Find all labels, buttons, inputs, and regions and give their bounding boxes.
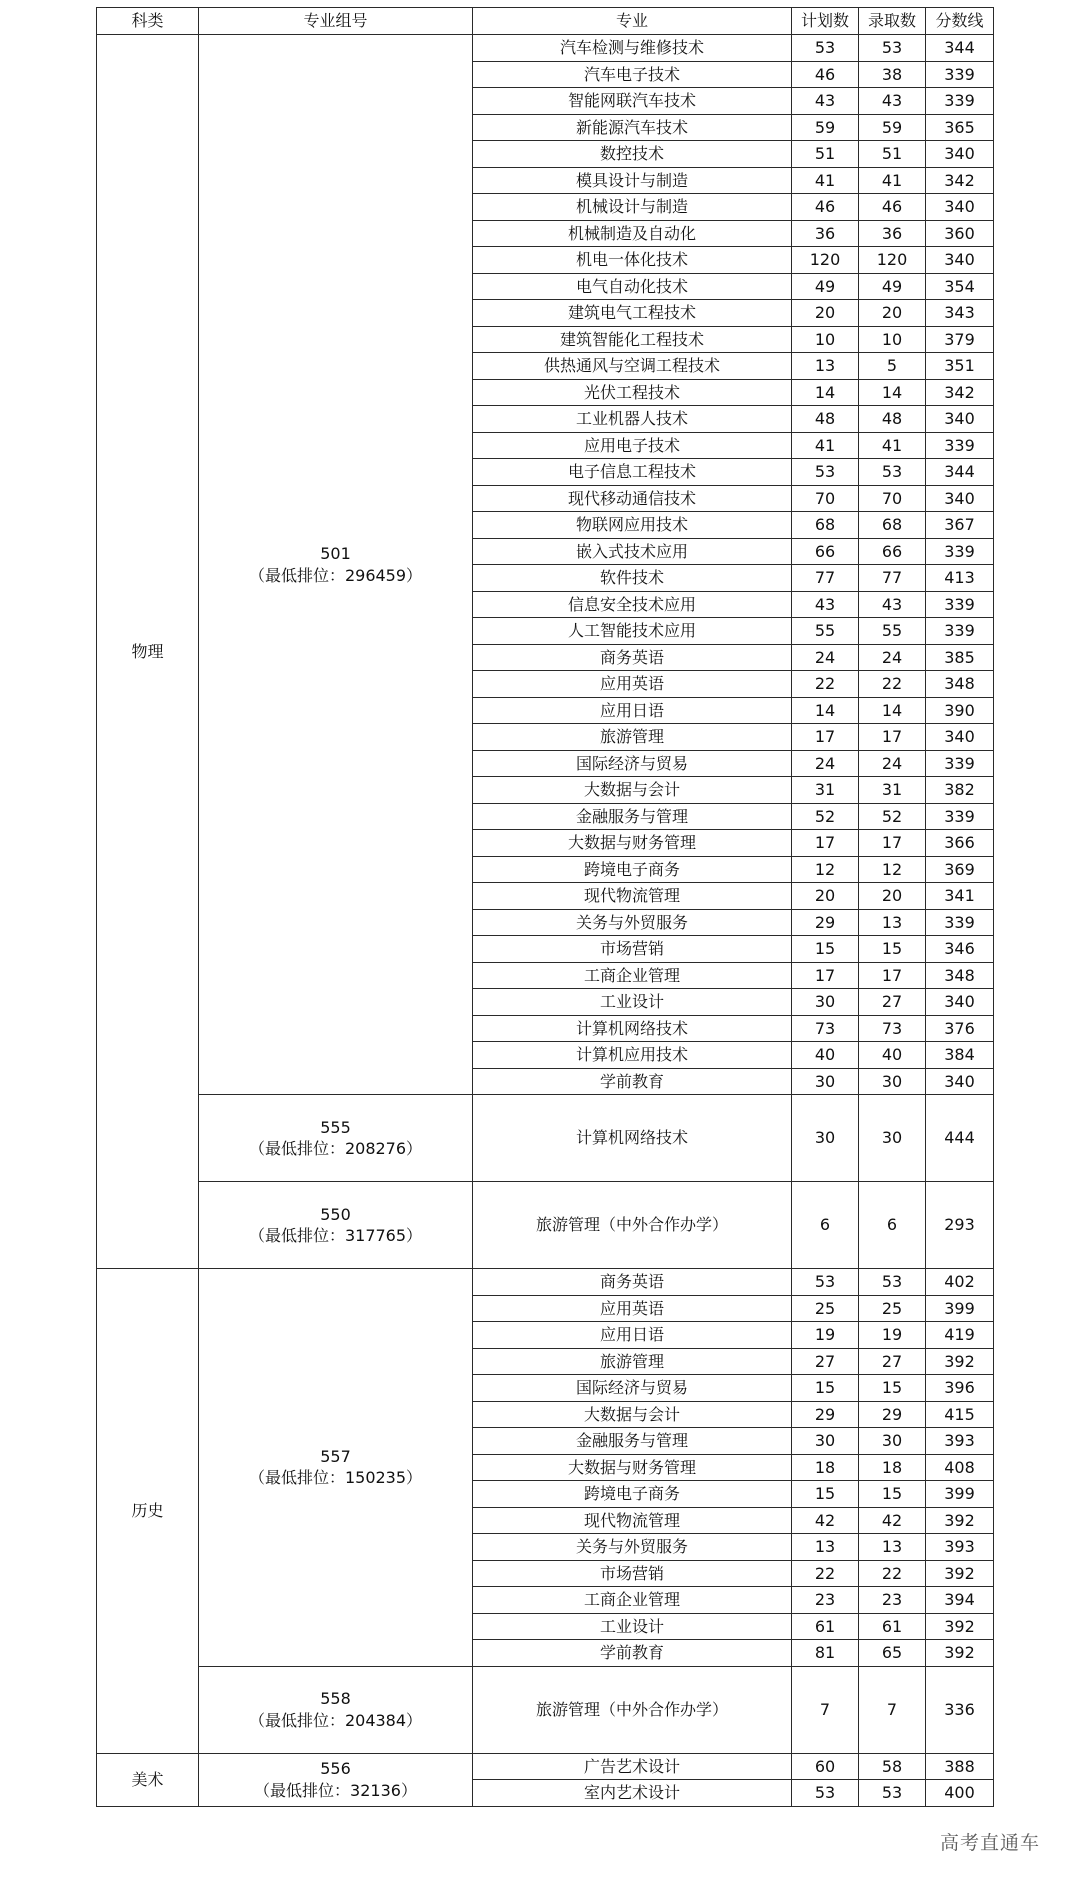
major-name-cell: 工商企业管理	[473, 1587, 792, 1614]
admit-count-cell: 6	[859, 1182, 926, 1269]
admit-count-cell: 17	[859, 724, 926, 751]
score-cell: 385	[926, 644, 994, 671]
score-cell: 392	[926, 1507, 994, 1534]
group-code: 558	[320, 1689, 351, 1709]
plan-count-cell: 7	[792, 1666, 859, 1753]
score-cell: 339	[926, 88, 994, 115]
score-cell: 444	[926, 1095, 994, 1182]
group-code: 557	[320, 1447, 351, 1467]
group-min-rank: （最低排位：296459）	[248, 565, 423, 585]
score-cell: 415	[926, 1401, 994, 1428]
admit-count-cell: 22	[859, 671, 926, 698]
major-name-cell: 电气自动化技术	[473, 273, 792, 300]
admit-count-cell: 29	[859, 1401, 926, 1428]
score-cell: 394	[926, 1587, 994, 1614]
score-cell: 402	[926, 1269, 994, 1296]
group-cell	[199, 1666, 473, 1753]
admit-count-cell: 65	[859, 1640, 926, 1667]
plan-count-cell: 51	[792, 141, 859, 168]
score-cell: 392	[926, 1560, 994, 1587]
plan-count-cell: 31	[792, 777, 859, 804]
plan-count-cell: 17	[792, 724, 859, 751]
plan-count-cell: 53	[792, 35, 859, 62]
score-cell: 392	[926, 1348, 994, 1375]
score-cell: 392	[926, 1613, 994, 1640]
table-row	[97, 35, 994, 62]
plan-count-cell: 43	[792, 591, 859, 618]
admit-count-cell: 15	[859, 1375, 926, 1402]
admit-count-cell: 30	[859, 1068, 926, 1095]
admit-count-cell: 48	[859, 406, 926, 433]
group-cell	[199, 35, 473, 1095]
admit-count-cell: 31	[859, 777, 926, 804]
score-cell: 339	[926, 432, 994, 459]
major-name-cell: 旅游管理	[473, 724, 792, 751]
plan-count-cell: 22	[792, 1560, 859, 1587]
score-cell: 367	[926, 512, 994, 539]
admit-count-cell: 41	[859, 432, 926, 459]
plan-count-cell: 41	[792, 432, 859, 459]
score-cell: 419	[926, 1322, 994, 1349]
plan-count-cell: 29	[792, 909, 859, 936]
major-name-cell: 大数据与会计	[473, 1401, 792, 1428]
plan-count-cell: 30	[792, 1428, 859, 1455]
score-cell: 339	[926, 591, 994, 618]
score-cell: 366	[926, 830, 994, 857]
major-name-cell: 光伏工程技术	[473, 379, 792, 406]
major-name-cell: 关务与外贸服务	[473, 909, 792, 936]
admit-count-cell: 120	[859, 247, 926, 274]
header-score: 分数线	[926, 8, 994, 35]
plan-count-cell: 13	[792, 1534, 859, 1561]
score-cell: 379	[926, 326, 994, 353]
score-cell: 396	[926, 1375, 994, 1402]
admit-count-cell: 36	[859, 220, 926, 247]
admit-count-cell: 13	[859, 1534, 926, 1561]
admit-count-cell: 53	[859, 1780, 926, 1807]
admit-count-cell: 15	[859, 936, 926, 963]
group-cell	[199, 1753, 473, 1806]
major-name-cell: 信息安全技术应用	[473, 591, 792, 618]
score-cell: 340	[926, 247, 994, 274]
score-cell: 344	[926, 35, 994, 62]
admit-count-cell: 55	[859, 618, 926, 645]
admit-count-cell: 38	[859, 61, 926, 88]
major-name-cell: 国际经济与贸易	[473, 1375, 792, 1402]
admit-count-cell: 5	[859, 353, 926, 380]
admit-count-cell: 24	[859, 750, 926, 777]
plan-count-cell: 15	[792, 1481, 859, 1508]
admit-count-cell: 7	[859, 1666, 926, 1753]
admit-count-cell: 53	[859, 1269, 926, 1296]
major-name-cell: 应用英语	[473, 1295, 792, 1322]
major-name-cell: 旅游管理（中外合作办学）	[473, 1182, 792, 1269]
group-cell	[199, 1269, 473, 1667]
major-name-cell: 智能网联汽车技术	[473, 88, 792, 115]
admit-count-cell: 14	[859, 697, 926, 724]
table-row	[97, 1666, 994, 1753]
plan-count-cell: 77	[792, 565, 859, 592]
major-name-cell: 供热通风与空调工程技术	[473, 353, 792, 380]
plan-count-cell: 66	[792, 538, 859, 565]
admit-count-cell: 68	[859, 512, 926, 539]
header-admit: 录取数	[859, 8, 926, 35]
major-name-cell: 物联网应用技术	[473, 512, 792, 539]
score-cell: 393	[926, 1428, 994, 1455]
score-cell: 408	[926, 1454, 994, 1481]
score-cell: 351	[926, 353, 994, 380]
admit-count-cell: 20	[859, 300, 926, 327]
score-cell: 293	[926, 1182, 994, 1269]
major-name-cell: 商务英语	[473, 644, 792, 671]
plan-count-cell: 52	[792, 803, 859, 830]
major-name-cell: 工业设计	[473, 989, 792, 1016]
major-name-cell: 关务与外贸服务	[473, 1534, 792, 1561]
plan-count-cell: 22	[792, 671, 859, 698]
score-cell: 399	[926, 1481, 994, 1508]
major-name-cell: 计算机网络技术	[473, 1015, 792, 1042]
plan-count-cell: 53	[792, 1780, 859, 1807]
plan-count-cell: 46	[792, 61, 859, 88]
major-name-cell: 应用日语	[473, 697, 792, 724]
admit-count-cell: 52	[859, 803, 926, 830]
plan-count-cell: 20	[792, 300, 859, 327]
score-cell: 393	[926, 1534, 994, 1561]
plan-count-cell: 17	[792, 830, 859, 857]
score-cell: 382	[926, 777, 994, 804]
major-name-cell: 机械制造及自动化	[473, 220, 792, 247]
admit-count-cell: 13	[859, 909, 926, 936]
major-name-cell: 建筑电气工程技术	[473, 300, 792, 327]
major-name-cell: 模具设计与制造	[473, 167, 792, 194]
score-cell: 384	[926, 1042, 994, 1069]
plan-count-cell: 59	[792, 114, 859, 141]
admit-count-cell: 15	[859, 1481, 926, 1508]
group-code: 550	[320, 1204, 351, 1224]
watermark-text: 高考直通车	[939, 1832, 1040, 1854]
score-cell: 340	[926, 194, 994, 221]
plan-count-cell: 19	[792, 1322, 859, 1349]
plan-count-cell: 24	[792, 750, 859, 777]
admit-count-cell: 42	[859, 1507, 926, 1534]
score-cell: 340	[926, 406, 994, 433]
major-name-cell: 软件技术	[473, 565, 792, 592]
plan-count-cell: 53	[792, 459, 859, 486]
major-name-cell: 市场营销	[473, 936, 792, 963]
admit-count-cell: 59	[859, 114, 926, 141]
score-cell: 340	[926, 989, 994, 1016]
plan-count-cell: 20	[792, 883, 859, 910]
major-name-cell: 旅游管理	[473, 1348, 792, 1375]
score-cell: 399	[926, 1295, 994, 1322]
header-group: 专业组号	[199, 8, 473, 35]
header-subject: 科类	[97, 8, 199, 35]
major-name-cell: 商务英语	[473, 1269, 792, 1296]
major-name-cell: 工业设计	[473, 1613, 792, 1640]
plan-count-cell: 30	[792, 1095, 859, 1182]
admit-count-cell: 17	[859, 962, 926, 989]
score-cell: 336	[926, 1666, 994, 1753]
admit-count-cell: 30	[859, 1428, 926, 1455]
plan-count-cell: 13	[792, 353, 859, 380]
major-name-cell: 计算机网络技术	[473, 1095, 792, 1182]
score-cell: 344	[926, 459, 994, 486]
table-body	[97, 35, 994, 1807]
plan-count-cell: 55	[792, 618, 859, 645]
major-name-cell: 应用电子技术	[473, 432, 792, 459]
group-code: 555	[320, 1117, 351, 1137]
major-name-cell: 工业机器人技术	[473, 406, 792, 433]
score-cell: 348	[926, 962, 994, 989]
admit-count-cell: 53	[859, 35, 926, 62]
plan-count-cell: 81	[792, 1640, 859, 1667]
major-name-cell: 机械设计与制造	[473, 194, 792, 221]
plan-count-cell: 30	[792, 989, 859, 1016]
score-cell: 339	[926, 618, 994, 645]
major-name-cell: 金融服务与管理	[473, 803, 792, 830]
admit-count-cell: 70	[859, 485, 926, 512]
plan-count-cell: 43	[792, 88, 859, 115]
subject-cell: 历史	[97, 1269, 199, 1754]
score-cell: 392	[926, 1640, 994, 1667]
score-cell: 413	[926, 565, 994, 592]
major-name-cell: 汽车检测与维修技术	[473, 35, 792, 62]
score-cell: 339	[926, 909, 994, 936]
plan-count-cell: 14	[792, 379, 859, 406]
major-name-cell: 现代移动通信技术	[473, 485, 792, 512]
score-cell: 340	[926, 141, 994, 168]
admit-count-cell: 14	[859, 379, 926, 406]
plan-count-cell: 15	[792, 936, 859, 963]
table-row	[97, 1269, 994, 1296]
admit-count-cell: 22	[859, 1560, 926, 1587]
major-name-cell: 室内艺术设计	[473, 1780, 792, 1807]
score-cell: 342	[926, 379, 994, 406]
header-row	[97, 8, 994, 35]
score-cell: 340	[926, 1068, 994, 1095]
score-cell: 376	[926, 1015, 994, 1042]
group-min-rank: （最低排位：317765）	[248, 1226, 423, 1245]
header-plan: 计划数	[792, 8, 859, 35]
admit-count-cell: 77	[859, 565, 926, 592]
plan-count-cell: 41	[792, 167, 859, 194]
plan-count-cell: 14	[792, 697, 859, 724]
admit-count-cell: 20	[859, 883, 926, 910]
major-name-cell: 跨境电子商务	[473, 856, 792, 883]
major-name-cell: 学前教育	[473, 1640, 792, 1667]
plan-count-cell: 23	[792, 1587, 859, 1614]
plan-count-cell: 42	[792, 1507, 859, 1534]
score-cell: 339	[926, 61, 994, 88]
major-name-cell: 大数据与财务管理	[473, 1454, 792, 1481]
group-code: 556	[320, 1759, 351, 1779]
score-cell: 339	[926, 803, 994, 830]
admit-count-cell: 53	[859, 459, 926, 486]
major-name-cell: 应用日语	[473, 1322, 792, 1349]
major-name-cell: 汽车电子技术	[473, 61, 792, 88]
header-major: 专业	[473, 8, 792, 35]
plan-count-cell: 12	[792, 856, 859, 883]
plan-count-cell: 6	[792, 1182, 859, 1269]
group-cell	[199, 1182, 473, 1269]
admit-count-cell: 25	[859, 1295, 926, 1322]
admit-count-cell: 40	[859, 1042, 926, 1069]
major-name-cell: 新能源汽车技术	[473, 114, 792, 141]
score-cell: 341	[926, 883, 994, 910]
table-header	[97, 8, 994, 35]
group-min-rank: （最低排位：32136）	[254, 1780, 417, 1800]
plan-count-cell: 49	[792, 273, 859, 300]
admit-count-cell: 51	[859, 141, 926, 168]
admit-count-cell: 66	[859, 538, 926, 565]
score-cell: 348	[926, 671, 994, 698]
major-name-cell: 建筑智能化工程技术	[473, 326, 792, 353]
score-cell: 400	[926, 1780, 994, 1807]
admit-count-cell: 58	[859, 1753, 926, 1780]
plan-count-cell: 40	[792, 1042, 859, 1069]
group-cell	[199, 1095, 473, 1182]
plan-count-cell: 61	[792, 1613, 859, 1640]
admit-count-cell: 18	[859, 1454, 926, 1481]
major-name-cell: 国际经济与贸易	[473, 750, 792, 777]
plan-count-cell: 68	[792, 512, 859, 539]
major-name-cell: 旅游管理（中外合作办学）	[473, 1666, 792, 1753]
major-name-cell: 金融服务与管理	[473, 1428, 792, 1455]
admit-count-cell: 23	[859, 1587, 926, 1614]
plan-count-cell: 10	[792, 326, 859, 353]
score-cell: 365	[926, 114, 994, 141]
plan-count-cell: 27	[792, 1348, 859, 1375]
score-cell: 369	[926, 856, 994, 883]
table-row	[97, 1095, 994, 1182]
plan-count-cell: 24	[792, 644, 859, 671]
admit-count-cell: 24	[859, 644, 926, 671]
admit-count-cell: 73	[859, 1015, 926, 1042]
major-name-cell: 市场营销	[473, 1560, 792, 1587]
admit-count-cell: 61	[859, 1613, 926, 1640]
major-name-cell: 学前教育	[473, 1068, 792, 1095]
admit-count-cell: 27	[859, 1348, 926, 1375]
major-name-cell: 大数据与会计	[473, 777, 792, 804]
major-name-cell: 计算机应用技术	[473, 1042, 792, 1069]
score-cell: 342	[926, 167, 994, 194]
major-name-cell: 广告艺术设计	[473, 1753, 792, 1780]
major-name-cell: 电子信息工程技术	[473, 459, 792, 486]
plan-count-cell: 30	[792, 1068, 859, 1095]
major-name-cell: 跨境电子商务	[473, 1481, 792, 1508]
score-cell: 339	[926, 750, 994, 777]
plan-count-cell: 15	[792, 1375, 859, 1402]
major-name-cell: 现代物流管理	[473, 883, 792, 910]
group-min-rank: （最低排位：150235）	[248, 1468, 423, 1488]
major-name-cell: 应用英语	[473, 671, 792, 698]
admit-count-cell: 12	[859, 856, 926, 883]
score-cell: 339	[926, 538, 994, 565]
score-cell: 343	[926, 300, 994, 327]
plan-count-cell: 73	[792, 1015, 859, 1042]
subject-cell: 美术	[97, 1753, 199, 1806]
major-name-cell: 机电一体化技术	[473, 247, 792, 274]
group-min-rank: （最低排位：208276）	[248, 1139, 423, 1158]
score-cell: 360	[926, 220, 994, 247]
plan-count-cell: 18	[792, 1454, 859, 1481]
plan-count-cell: 120	[792, 247, 859, 274]
group-min-rank: （最低排位：204384）	[248, 1710, 423, 1730]
subject-cell: 物理	[97, 35, 199, 1269]
admit-count-cell: 46	[859, 194, 926, 221]
plan-count-cell: 25	[792, 1295, 859, 1322]
score-cell: 390	[926, 697, 994, 724]
plan-count-cell: 46	[792, 194, 859, 221]
major-name-cell: 工商企业管理	[473, 962, 792, 989]
score-cell: 346	[926, 936, 994, 963]
score-cell: 354	[926, 273, 994, 300]
major-name-cell: 嵌入式技术应用	[473, 538, 792, 565]
group-code: 501	[320, 544, 351, 564]
admit-count-cell: 41	[859, 167, 926, 194]
admissions-table	[96, 7, 994, 1807]
admit-count-cell: 19	[859, 1322, 926, 1349]
admit-count-cell: 30	[859, 1095, 926, 1182]
admit-count-cell: 10	[859, 326, 926, 353]
admit-count-cell: 27	[859, 989, 926, 1016]
plan-count-cell: 17	[792, 962, 859, 989]
plan-count-cell: 29	[792, 1401, 859, 1428]
score-cell: 340	[926, 724, 994, 751]
score-cell: 340	[926, 485, 994, 512]
major-name-cell: 现代物流管理	[473, 1507, 792, 1534]
plan-count-cell: 36	[792, 220, 859, 247]
major-name-cell: 数控技术	[473, 141, 792, 168]
admit-count-cell: 43	[859, 88, 926, 115]
plan-count-cell: 60	[792, 1753, 859, 1780]
plan-count-cell: 70	[792, 485, 859, 512]
plan-count-cell: 53	[792, 1269, 859, 1296]
score-cell: 388	[926, 1753, 994, 1780]
admit-count-cell: 17	[859, 830, 926, 857]
major-name-cell: 大数据与财务管理	[473, 830, 792, 857]
admit-count-cell: 49	[859, 273, 926, 300]
admit-count-cell: 43	[859, 591, 926, 618]
major-name-cell: 人工智能技术应用	[473, 618, 792, 645]
plan-count-cell: 48	[792, 406, 859, 433]
table-row	[97, 1182, 994, 1269]
table-row	[97, 1753, 994, 1780]
